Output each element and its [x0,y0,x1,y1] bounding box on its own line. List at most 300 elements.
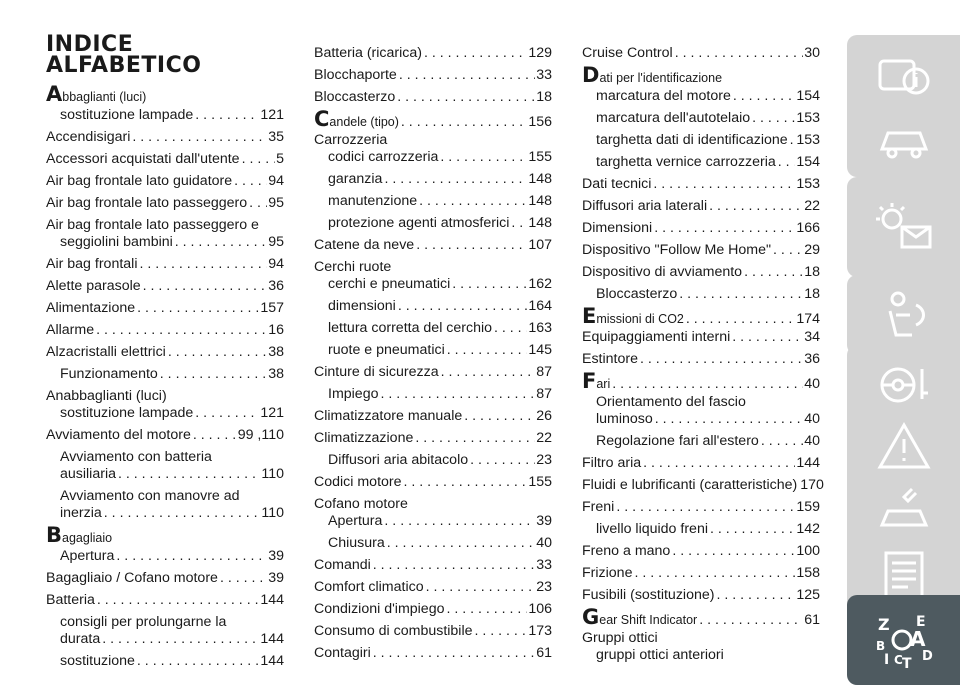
leader-dots [371,645,535,662]
leader-dots [771,242,803,259]
entry-label: ruote e pneumatici [328,342,445,358]
page-number[interactable]: 173 [528,623,552,639]
index-entry[interactable] [582,433,820,450]
index-entry[interactable] [46,366,284,383]
index-row [314,408,552,425]
entry-label: Anabbaglianti (luci) [46,388,167,404]
leader-dots [114,548,267,565]
index-entry[interactable] [582,394,820,428]
leader-dots [95,592,259,609]
page-number[interactable]: 100 [796,543,820,559]
index-row [46,505,284,522]
index-entry[interactable] [582,88,820,105]
entry-label: Consumo di combustibile [314,623,473,639]
entry-label: gruppi ottici anteriori [596,647,724,663]
tab-safety[interactable] [847,275,960,355]
page-number[interactable]: 87 [536,364,552,380]
page-number[interactable]: 26 [536,408,552,424]
index-entry[interactable] [46,344,284,361]
leader-dots [399,114,527,131]
leader-dots [730,329,803,346]
index-entry[interactable] [46,523,284,547]
index-entry[interactable] [46,653,284,670]
entry-label: Climatizzazione [314,430,414,446]
leader-dots [158,366,267,383]
index-entry[interactable] [314,645,552,662]
page-number[interactable]: 153 [796,132,820,148]
index-row [314,474,552,491]
index-entry[interactable] [582,521,820,538]
entry-label: marcatura dell'autotelaio [596,110,751,126]
index-entry[interactable] [582,264,820,281]
index-row [314,601,552,618]
page-number[interactable]: 110 [261,466,284,482]
leader-dots [173,234,267,251]
index-row [46,322,284,339]
entry-label: Carrozzeria [314,132,388,148]
index-entry[interactable] [582,605,820,629]
page-number[interactable]: 158 [796,565,820,581]
page-number[interactable]: 29 [804,242,820,258]
leader-dots [378,386,535,403]
page-number[interactable]: 166 [796,220,820,236]
index-row [582,45,820,62]
leader-dots [652,220,795,237]
leader-dots [788,132,796,149]
index-row [314,193,552,210]
page-number[interactable]: 145 [528,342,552,358]
leader-dots [610,376,803,393]
page-number[interactable]: 154 [796,154,820,170]
entry-label: Avviamento con manovre ad [60,488,240,504]
entry-label: seggiolini bambini [60,234,173,250]
index-row [582,543,820,560]
index-entry[interactable] [46,570,284,587]
index-entry[interactable] [46,278,284,295]
index-entry[interactable] [314,107,552,131]
entry-label: Alimentazione [46,300,136,316]
index-entry[interactable] [314,623,552,640]
page-number[interactable]: 99 ,110 [237,427,284,443]
index-row [582,411,820,428]
page-number[interactable]: 155 [528,474,552,490]
index-entry[interactable] [582,286,820,303]
car-info-icon [872,47,936,103]
index-entry[interactable] [582,45,820,62]
entry-label: Cruise Control [582,45,673,61]
page-number[interactable]: 87 [536,386,552,402]
entry-label: Air bag frontale lato passeggero e [46,217,259,233]
index-entry[interactable] [582,63,820,87]
tab-lights[interactable] [847,177,960,277]
index-row [582,88,820,105]
index-entry[interactable] [46,195,284,212]
page-number[interactable]: 38 [268,366,284,382]
index-entry[interactable] [46,129,284,146]
index-entry[interactable] [314,513,552,530]
index-row [46,344,284,361]
leader-dots [396,298,528,315]
index-entry[interactable] [46,548,284,565]
page-number[interactable]: 121 [260,405,284,421]
leader-dots [714,587,795,604]
page-number[interactable]: 40 [804,411,820,427]
page-number[interactable]: 30 [804,45,820,61]
page-number[interactable]: 22 [804,198,820,214]
index-row [46,107,284,124]
page-number[interactable]: 164 [528,298,552,314]
index-entry[interactable] [314,45,552,62]
lights-mail-icon [872,199,936,255]
index-entry[interactable] [314,579,552,596]
page-number[interactable]: 33 [536,557,552,573]
leader-dots [141,278,268,295]
index-entry[interactable] [46,82,284,106]
entry-label: codici carrozzeria [328,149,439,165]
page-number[interactable]: 23 [536,452,552,468]
index-row [46,195,284,212]
page-number[interactable]: 94 [268,256,284,272]
index-row [582,242,820,259]
leader-dots [759,433,803,450]
index-entry[interactable] [582,647,820,664]
entry-label: Alette parasole [46,278,141,294]
leader-dots [100,631,259,648]
page-number[interactable]: 40 [536,535,552,551]
letter-heading [582,304,820,328]
index-entry[interactable] [582,132,820,149]
index-entry[interactable] [582,304,820,328]
index-row [46,548,284,565]
initial-letter: B [46,523,63,547]
page-number[interactable]: 39 [268,548,284,564]
page-number[interactable]: 144 [260,631,284,647]
entry-label: Air bag frontali [46,256,138,272]
index-row [46,366,284,383]
leader-dots [135,300,259,317]
index-entry[interactable] [582,198,820,215]
index-row [46,151,284,168]
tab-dashboard[interactable] [847,97,960,177]
index-row [46,427,284,444]
page-number[interactable]: 159 [796,499,820,515]
index-row [314,320,552,337]
page-number[interactable]: 153 [796,110,820,126]
leader-dots [670,543,795,560]
index-row [314,364,552,381]
page-number[interactable]: 61 [804,612,820,628]
entry-label: marcatura del motore [596,88,731,104]
index-row [582,499,820,516]
page-number[interactable]: 148 [528,193,552,209]
index-entry[interactable] [46,256,284,273]
index-row [46,405,284,422]
index-entry[interactable] [314,276,552,293]
page-number[interactable]: 156 [528,114,552,130]
index-row [314,579,552,596]
index-entry[interactable] [314,259,552,276]
index-row [582,351,820,368]
index-entry[interactable] [582,242,820,259]
index-entry[interactable] [314,193,552,210]
leader-dots [240,151,276,168]
index-entry[interactable] [314,171,552,188]
index-letter: A [909,627,925,651]
entry-label: livello liquido freni [596,521,708,537]
page-number[interactable]: 144 [796,455,820,471]
index-row [46,653,284,670]
index-entry[interactable] [582,565,820,582]
index-entry[interactable] [314,557,552,574]
entry-label: Contagiri [314,645,371,661]
page-number[interactable]: 39 [536,513,552,529]
entry-label: Catene da neve [314,237,415,253]
page-number[interactable]: 154 [796,88,820,104]
index-entry[interactable] [314,496,552,513]
page-number[interactable]: 39 [268,570,284,586]
index-entry[interactable] [582,369,820,393]
index-row [46,173,284,190]
leader-dots [414,237,527,254]
page-number[interactable]: 170 [800,477,824,493]
leader-dots [247,195,267,212]
leader-dots [371,557,535,574]
page-number[interactable]: 94 [268,173,284,189]
initial-letter: A [46,82,63,106]
page-number[interactable]: 125 [796,587,820,603]
page-number[interactable]: 174 [796,311,820,327]
leader-dots [797,477,799,494]
page-number[interactable]: 18 [804,286,820,302]
index-entry[interactable] [46,592,284,609]
entry-label: Funzionamento [60,366,158,382]
entry-label: Batteria [46,592,95,608]
page-number[interactable]: 129 [528,45,552,61]
index-row [582,198,820,215]
index-row [582,477,824,494]
leader-dots [697,612,803,629]
index-entry[interactable] [46,322,284,339]
page-number[interactable]: 22 [536,430,552,446]
index-entry[interactable] [582,455,820,472]
page-number[interactable]: 33 [536,67,552,83]
index-row [314,89,552,106]
page-number[interactable]: 40 [804,376,820,392]
steering-key-icon [872,357,936,413]
index-entry[interactable] [582,329,820,346]
index-entry[interactable] [314,320,552,337]
page-number[interactable]: 148 [528,215,552,231]
page-number[interactable]: 16 [268,322,284,338]
index-entry[interactable] [314,386,552,403]
page-number[interactable]: 142 [796,521,820,537]
leader-dots [673,45,804,62]
index-row [46,592,284,609]
page-number[interactable]: 35 [268,129,284,145]
page-number[interactable]: 5 [276,151,284,167]
entry-label: missioni di CO2 [596,312,684,326]
leader-dots [191,427,237,444]
index-entry[interactable] [582,477,824,494]
entry-label: Gruppi ottici [582,630,658,646]
index-entry[interactable] [314,149,552,166]
page-number[interactable]: 157 [260,300,284,316]
index-entry[interactable] [314,67,552,84]
index-row [314,645,552,662]
leader-dots [218,570,267,587]
index-row [314,452,552,469]
entry-label: Accendisigari [46,129,131,145]
index-entry[interactable] [314,89,552,106]
index-entry[interactable] [582,351,820,368]
page-number[interactable]: 95 [268,234,284,250]
index-row [582,110,820,127]
index-entry[interactable] [46,217,284,251]
entry-label: consigli per prolungarne la [60,614,227,630]
entry-label: Diffusori aria laterali [582,198,708,214]
leader-dots [492,320,527,337]
index-icon [872,612,936,668]
index-row [314,149,552,166]
entry-label: Bloccasterzo [596,286,678,302]
index-entry[interactable] [46,449,284,483]
index-entry[interactable] [46,614,284,648]
index-entry[interactable] [314,237,552,254]
leader-dots [94,322,267,339]
index-letter: D [921,649,933,664]
entry-label: ausiliaria [60,466,116,482]
page-title [46,34,201,76]
initial-letter: G [582,605,600,629]
index-row [582,286,820,303]
entry-label: Allarme [46,322,95,338]
index-entry[interactable] [582,499,820,516]
index-entry[interactable] [314,298,552,315]
index-entry[interactable] [582,110,820,127]
leader-dots [395,89,535,106]
page-number[interactable]: 40 [804,433,820,449]
page-number[interactable]: 18 [804,264,820,280]
index-entry[interactable] [46,427,284,444]
index-entry[interactable] [582,176,820,193]
leader-dots [677,286,803,303]
index-entry[interactable] [46,300,284,317]
page-number[interactable]: 18 [536,89,552,105]
initial-letter: D [582,63,600,87]
index-row [314,513,552,530]
leader-dots [385,535,535,552]
index-row [582,521,820,538]
index-entry[interactable] [582,220,820,237]
entry-label: Chiusura [328,535,385,551]
leader-dots [135,653,259,670]
index-entry[interactable] [314,535,552,552]
index-entry[interactable] [314,430,552,447]
page-number[interactable]: 162 [528,276,552,292]
leader-dots [468,452,535,469]
leader-dots [653,411,803,428]
page-number[interactable]: 121 [260,107,284,123]
index-entry[interactable] [314,342,552,359]
initial-letter: F [582,369,597,393]
index-entry[interactable] [314,474,552,491]
initial-letter: C [314,107,330,131]
index-row [46,570,284,587]
index-entry[interactable] [582,154,820,171]
index-entry[interactable] [314,132,552,149]
page-number[interactable]: 110 [261,505,284,521]
index-entry[interactable] [314,452,552,469]
index-entry[interactable] [582,587,820,604]
leader-dots [116,466,260,483]
entry-label: Avviamento con batteria [60,449,212,465]
index-entry[interactable] [314,215,552,232]
index-entry[interactable] [582,630,820,647]
entry-label: ear Shift Indicator [599,613,698,627]
car-dashboard-icon [872,109,936,165]
entry-label: targhetta vernice carrozzeria [596,154,776,170]
index-letter: B [875,639,885,653]
page-number[interactable]: 36 [268,278,284,294]
page-number[interactable]: 144 [260,592,284,608]
index-entry[interactable] [46,488,284,522]
index-entry[interactable] [582,543,820,560]
page-number[interactable]: 107 [528,237,552,253]
index-entry[interactable] [314,364,552,381]
tab-index[interactable] [847,595,960,685]
entry-label: Equipaggiamenti interni [582,329,731,345]
title-line-1: INDICE [46,32,134,57]
index-row [314,535,552,552]
entry-label: Accessori acquistati dall'utente [46,151,240,167]
leader-dots [776,154,796,171]
page-number[interactable]: 23 [536,579,552,595]
index-row [582,264,820,281]
entry-label: Blocchaporte [314,67,397,83]
entry-label: Batteria (ricarica) [314,45,423,61]
entry-label: Avviamento del motore [46,427,191,443]
page-number[interactable]: 36 [804,351,820,367]
index-entry[interactable] [46,151,284,168]
initial-letter: E [582,304,597,328]
leader-dots [641,455,795,472]
page-number[interactable]: 144 [260,653,284,669]
page-number[interactable]: 148 [528,171,552,187]
index-entry[interactable] [314,601,552,618]
index-row [314,45,552,62]
index-letter: Z [877,615,890,634]
index-entry[interactable] [46,388,284,422]
leader-dots [445,342,528,359]
page-number[interactable]: 106 [528,601,552,617]
page-number[interactable]: 61 [536,645,552,661]
leader-dots [462,408,535,425]
entry-label: protezione agenti atmosferici [328,215,510,231]
index-entry[interactable] [314,408,552,425]
page-number[interactable]: 163 [528,320,552,336]
leader-dots [402,474,528,491]
page-number[interactable]: 153 [796,176,820,192]
index-entry[interactable] [46,107,284,124]
page-number[interactable]: 38 [268,344,284,360]
page-number[interactable]: 155 [528,149,552,165]
entry-label: sostituzione lampade [60,107,194,123]
page-number[interactable]: 34 [804,329,820,345]
index-entry[interactable] [46,173,284,190]
entry-label: Air bag frontale lato guidatore [46,173,233,189]
entry-label: ati per l'identificazione [599,71,723,85]
page-number[interactable]: 95 [268,195,284,211]
